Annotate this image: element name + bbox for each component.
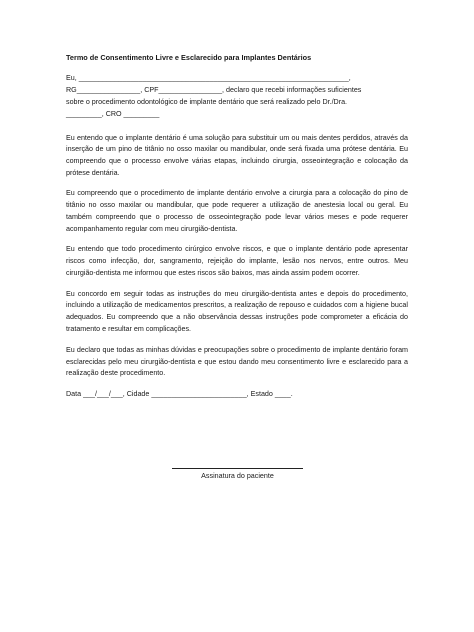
signature-label: Assinatura do paciente <box>201 472 274 480</box>
paragraph-implant-description: Eu entendo que o implante dentário é uma solução para substituir um ou mais dentes perdidos, através da inserção de um pino de titânio no osso maxilar ou mandibular, onde será fixada uma prótese dentária. Eu compreendo que o processo envolve várias etapas, incluindo cirurgia, osseointegração e colocação da prótese dentária. <box>66 133 408 178</box>
signature-line <box>172 468 303 469</box>
paragraph-procedure-steps: Eu compreendo que o procedimento de implante dentário envolve a cirurgia para a colocação do pino de titânio no osso maxilar ou mandibular, que pode requerer a utilização de anestesia local ou geral. Eu também compreendo que o processo de osseointegração pode levar vários meses e pode requerer acompanhamento regular com meu cirurgião-dentista. <box>66 189 408 233</box>
document-title: Termo de Consentimento Livre e Esclarecido para Implantes Dentários <box>66 53 312 62</box>
date-city-state-line: Data ___/___/___, Cidade ________________________, Estado ____. <box>66 389 293 398</box>
cro-fill-line: _________, CRO _________ <box>66 109 160 118</box>
document-body <box>66 52 408 401</box>
paragraph-instructions: Eu concordo em seguir todas as instruções do meu cirurgião-dentista antes e depois do procedimento, incluindo a utilização de medicamentos prescritos, a realização de repouso e cuidados com a higiene bucal adequados. Eu compreendo que a não observância dessas instruções pode comprometer a eficácia do tratamento e resultar em complicações. <box>66 289 408 334</box>
signature-block <box>172 468 303 482</box>
rg-cpf-fill-line: RG________________, CPF________________, declaro que recebi informações suficientes <box>66 85 362 94</box>
identification-block <box>66 73 408 121</box>
paragraph-risks: Eu entendo que todo procedimento cirúrgico envolve riscos, e que o implante dentário pode apresentar riscos como infecção, dor, sangramento, rejeição do implante, lesão nos nervos, entre outros. Meu cirurgião-dentista me informou que estes riscos são baixos, mas ainda assim podem ocorrer. <box>66 245 408 278</box>
procedure-intro-line: sobre o procedimento odontológico de implante dentário que será realizado pelo Dr./Dra. <box>66 97 348 106</box>
paragraph-declaration: Eu declaro que todas as minhas dúvidas e preocupações sobre o procedimento de implante dentário foram esclarecidas pelo meu cirurgião-dentista e que estou dando meu consentimento livre e esclarecido para a realização deste procedimento. <box>66 345 408 378</box>
name-fill-line: Eu, ____________________________________________________________________, <box>66 73 351 82</box>
